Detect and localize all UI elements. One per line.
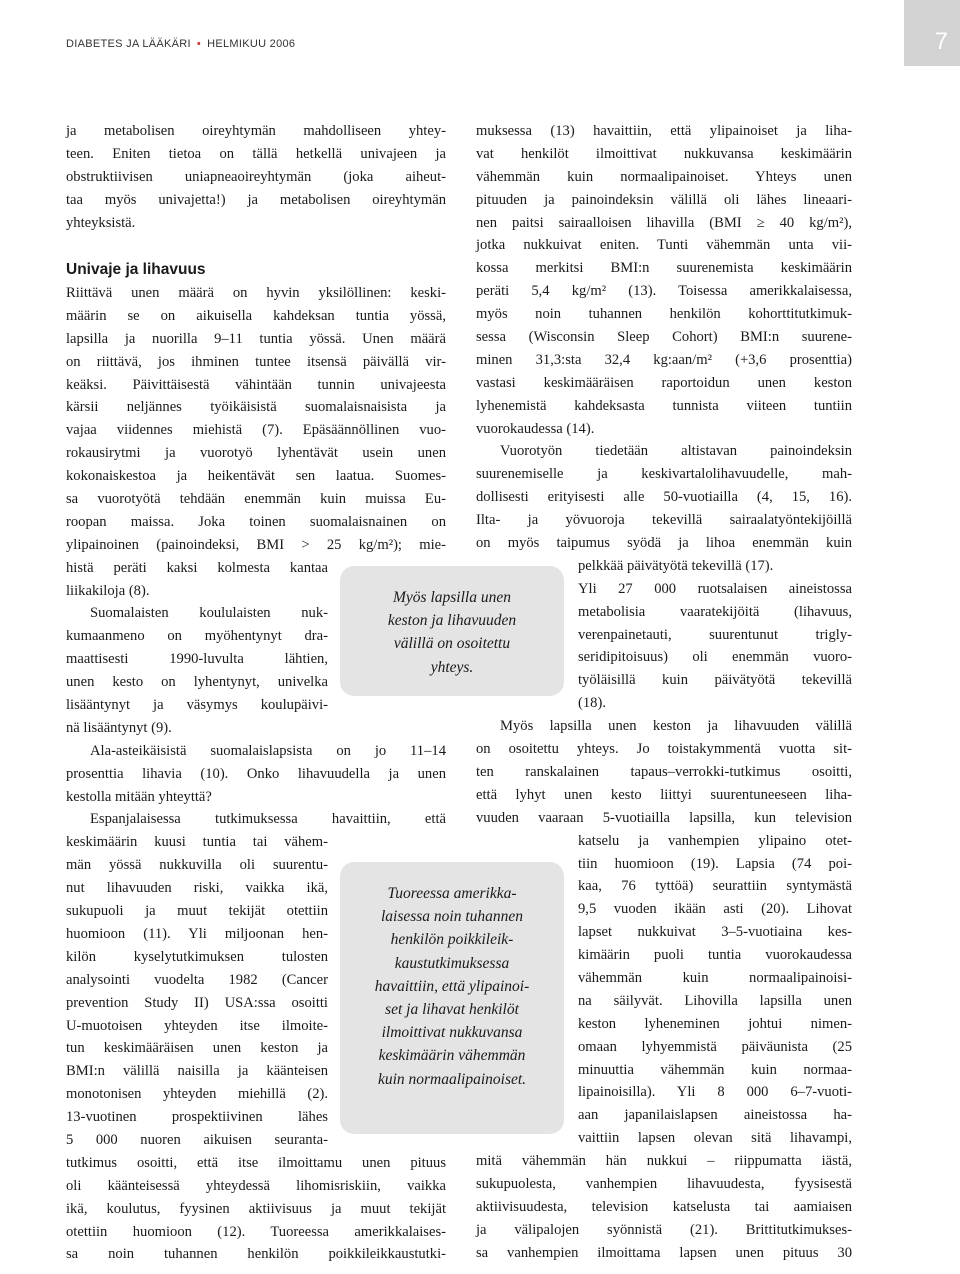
paragraph-line: lapset nukkuivat 3–5-vuotiaina kes- (578, 924, 852, 941)
paragraph-line: kumaanmeno on myöhentynyt dra- (66, 628, 328, 645)
pull-quote-line: kuin normaalipainoiset. (377, 1070, 527, 1088)
paragraph-line: Ilta- ja yövuoroja tekevillä sairaalatyöntekijöillä (476, 512, 852, 529)
paragraph-line: histä peräti kaksi kolmesta kantaa (66, 559, 328, 576)
pull-quote-line: laisessa noin tuhannen (380, 908, 524, 926)
paragraph-line: prosenttia lihavia (10). Onko lihavuudella ja unen (66, 765, 446, 782)
paragraph-line: lisääntynyt ja väsymys koulupäivi- (66, 697, 328, 714)
paragraph-line: aan japanilaislapsen aineistossa ha- (578, 1107, 852, 1124)
paragraph-line: Suomalaisten koululaisten nuk- (90, 605, 328, 622)
paragraph-line: män yössä nukkuvilla oli suurentu- (66, 857, 328, 874)
paragraph-line: Espanjalaisessa tutkimuksessa havaittiin, että (90, 811, 446, 828)
pull-quote-line: havaittiin, että ylipainoi- (374, 977, 530, 995)
paragraph-line: on myös taipumus syödä ja lihoa enemmän kuin (476, 535, 852, 552)
paragraph-line: 5 000 nuoren aikuisen seuranta- (66, 1131, 328, 1148)
paragraph-line: verenpainetauti, suurentunut trigly- (578, 626, 852, 643)
paragraph-line: Vuorotyön tiedetään altistavan painoindeksin (500, 443, 852, 460)
paragraph-line: (18). (578, 695, 606, 712)
paragraph-line: tutkimus osoitti, että itse ilmoittamu unen pituus (66, 1154, 446, 1171)
paragraph-line: otettiin huomioon (12). Tuoreessa amerikkalaises- (66, 1223, 446, 1240)
paragraph-line: vastasi keskimääräisen raportoidun unen keston (476, 374, 852, 391)
paragraph-line: ylipainoinen (painoindeksi, BMI > 25 kg/m²); mie- (66, 536, 446, 553)
paragraph-line: katselu ja vanhempien ylipaino otet- (578, 832, 852, 849)
pull-quote-line: kaustutkimuksessa (394, 954, 510, 972)
paragraph-line: teen. Eniten tietoa on tällä hetkellä univajeen ja (66, 145, 446, 162)
paragraph-line: kaa, 76 tyttöä) seurattiin syntymästä (578, 878, 852, 895)
paragraph-line: kossa merkitsi BMI:n suurenemista keskimäärin (476, 260, 852, 277)
paragraph-line: 13-vuotinen prospektiivinen lähes (66, 1109, 328, 1126)
pull-quote-children (340, 566, 564, 696)
paragraph-line: sukupuolesta, vanhempien lihavuudesta, fyysisestä (476, 1175, 852, 1192)
paragraph-line: ja välipalojen syönnistä (21). Brittitutkimukses- (476, 1221, 852, 1238)
left-column-intro (66, 120, 446, 234)
paragraph-line: vähemmän kuin normaalipainoisi- (578, 969, 852, 986)
pull-quote-line: keskimäärin vähemmän (378, 1047, 526, 1065)
paragraph-line: muksessa (13) havaittiin, että ylipainoiset ja liha- (476, 123, 852, 139)
paragraph-line: roopan maissa. Joka toinen suomalaisnainen on (66, 513, 446, 530)
pull-quote-american-study (340, 862, 564, 1134)
paragraph-line: minen 31,3:sta 32,4 kg:aan/m² (+3,6 prosenttia) (476, 351, 852, 368)
pull-quote-line: Tuoreessa amerikka- (387, 885, 517, 902)
paragraph-line: 9,5 vuoden ikään asti (20). Lihovat (578, 901, 852, 918)
paragraph-line: kestolla mitään yhteyttä? (66, 788, 212, 805)
paragraph-line: sessa (Wisconsin Sleep Cohort) BMI:n suurene- (476, 329, 852, 346)
paragraph-line: vat henkilöt ilmoittivat nukkuvansa keskimäärin (476, 145, 852, 162)
paragraph-line: aktiivisuudesta, television katselusta tai aamiaisen (476, 1198, 852, 1215)
paragraph-line: myös noin tuhannen henkilön kohorttitutkimuk- (476, 306, 852, 323)
paragraph-line: dollisesti erityisesti alle 50-vuotiailla (4, 15, 16). (476, 489, 852, 506)
paragraph-line: kilön kyselytutkimuksen tulosten (66, 948, 328, 965)
paragraph-line: keston lyheneminen johtui nimen- (578, 1015, 852, 1032)
pull-quote-line: Myös lapsilla unen (393, 589, 511, 606)
paragraph-line: ja metabolisen oireyhtymän mahdolliseen yhtey- (66, 123, 446, 139)
paragraph-line: prevention Study II) USA:ssa osoitti (66, 994, 328, 1011)
paragraph-line: lyhenemistä kahdeksasta tunnista viiteen tuntiin (476, 397, 852, 414)
paragraph-line: peräti 5,4 kg/m² (13). Toisessa amerikkalaisessa, (476, 283, 852, 300)
paragraph-line: suurenemiselle ja keskivartalolihavuudelle, mah- (476, 466, 852, 483)
paragraph-line: oli käänteisessä yhteydessä lihomisriskiin, vaikka (66, 1177, 446, 1194)
section-heading: Univaje ja lihavuus (66, 261, 206, 278)
paragraph-line: keskimäärin kuusi tuntia tai vähem- (66, 834, 328, 851)
paragraph-line: Ala-asteikäisistä suomalaislapsista on jo 11–14 (90, 742, 446, 759)
paragraph-line: kokonaiskestoa ja heikentävät sen laatua. Suomes- (66, 468, 446, 485)
paragraph-line: määrin se on aikuisella kahdeksan tuntia yössä, (66, 307, 446, 324)
paragraph-line: obstruktiivisen uniapneaoireyhtymän (joka aiheut- (66, 168, 446, 185)
paragraph-line: omaan lyhyemmistä päiväunista (25 (578, 1038, 852, 1055)
pull-quote-line: ilmoittivat nukkuvansa (381, 1024, 523, 1042)
paragraph-line: tiin huomioon (19). Lapsia (74 poi- (578, 855, 852, 872)
paragraph-line: U-muotoisen yhteyden itse ilmoite- (66, 1017, 328, 1034)
pull-quote-line: henkilön poikkileik- (390, 931, 514, 949)
paragraph-line: vaittiin lapsen olevan sitä lihavampi, (578, 1130, 852, 1147)
paragraph-line: Yli 27 000 ruotsalaisen aineistossa (578, 580, 852, 597)
issue-date: HELMIKUU 2006 (207, 38, 296, 50)
paragraph-line: tun keskimääräisen unen keston ja (66, 1040, 328, 1057)
paragraph-line: BMI:n välillä naisilla ja käänteisen (66, 1063, 328, 1080)
left-section (66, 258, 446, 281)
paragraph-line: vuuden vaaraan 5-vuotiailla lapsilla, kun television (476, 809, 852, 826)
pull-quote-line: yhteys. (430, 658, 474, 676)
paragraph-line: pituuden ja painoindeksin välillä oli lähes lineaari- (476, 191, 852, 208)
paragraph-line: on osoitettu yhteys. Jo toistakymmentä vuotta sit- (476, 741, 852, 758)
paragraph-line: vuorokaudessa (14). (476, 420, 595, 437)
paragraph-line: lipainoisilla). Yli 8 000 6–7-vuoti- (578, 1084, 852, 1101)
paragraph-line: ten ranskalainen tapaus–verrokki-tutkimus osoitti, (476, 763, 852, 780)
paragraph-line: metabolisia vaaratekijöitä (lihavuus, (578, 603, 852, 620)
paragraph-line: on riittävä, jos ihminen tuntee itsensä päivällä vir- (66, 353, 446, 370)
page-number-box (904, 0, 960, 66)
paragraph-line: vähemmän kuin normaalipainoiset. Yhteys unen (476, 168, 852, 185)
paragraph-line: jotka nukkuivat eniten. Tunti vähemmän unta vii- (476, 237, 852, 254)
paragraph-line: kimäärin puoli tuntia vuorokaudessa (578, 947, 852, 964)
paragraph-line: monotonisen yhteyden miehillä (2). (66, 1086, 328, 1103)
page-number: 7 (934, 28, 948, 55)
paragraph-line: analysointi vuodelta 1982 (Cancer (66, 971, 328, 988)
journal-name: DIABETES JA LÄÄKÄRI (66, 38, 191, 50)
paragraph-line: lapsilla ja nuorilla 9–11 tuntia yössä. Unen määrä (66, 330, 446, 347)
paragraph-line: minuuttia vähemmän kuin normaa- (578, 1061, 852, 1078)
paragraph-line: yhteyksistä. (66, 214, 136, 231)
paragraph-line: ikä, koulutus, fyysinen aktiivisuus ja muut tekijät (66, 1200, 446, 1217)
paragraph-line: mitä vähemmän hän nukkui – riippumatta iästä, (476, 1153, 852, 1170)
running-header (66, 38, 295, 50)
paragraph-line: sa vanhempien ilmoittama lapsen unen pituus 30 (476, 1244, 852, 1261)
paragraph-line: unen kesto on lyhentynyt, univelka (66, 674, 328, 691)
paragraph-line: vajaa viidennes miehistä (7). Epäsäännöllinen vuo- (66, 422, 446, 439)
paragraph-line: Riittävä unen määrä on hyvin yksilöllinen: keski- (66, 285, 446, 301)
paragraph-line: maattisesti 1990-luvulta lähtien, (66, 651, 328, 668)
paragraph-line: seridipitoisuus) oli enemmän vuoro- (578, 649, 852, 666)
paragraph-line: nä lisääntynyt (9). (66, 719, 172, 736)
separator-dot-icon: • (196, 38, 202, 50)
pull-quote-line: välillä on osoitettu (393, 635, 511, 653)
pull-quote-line: keston ja lihavuuden (387, 612, 517, 630)
paragraph-line: että lyhyt unen kesto liittyi suurentuneeseen liha- (476, 786, 852, 803)
paragraph-line: sa vuorotyötä tehdään enemmän kuin muissa Eu- (66, 491, 446, 508)
paragraph-line: taa myös univajetta!) ja metabolisen oireyhtymän (66, 191, 446, 208)
paragraph-line: Myös lapsilla unen keston ja lihavuuden välillä (500, 718, 852, 735)
paragraph-line: huomioon (11). Yli miljoonan hen- (66, 925, 328, 942)
paragraph-line: työläisillä kuin päivätyötä tekevillä (578, 672, 852, 689)
paragraph-line: sa noin tuhannen henkilön poikkileikkaustutki- (66, 1246, 446, 1263)
paragraph-line: nen paitsi sairaalloisen lihavilla (BMI ≥ 40 kg/m²), (476, 214, 852, 231)
paragraph-line: kärsii neljännes työikäisistä suomalaisnaisista ja (66, 399, 446, 416)
paragraph-line: liikakiloja (8). (66, 582, 150, 599)
paragraph-line: pelkkää päivätyötä tekevillä (17). (578, 557, 774, 574)
pull-quote-line: set ja lihavat henkilöt (385, 1001, 519, 1019)
paragraph-line: nut lihavuuden riski, vaikka ikä, (66, 880, 328, 897)
paragraph-line: rokausirytmi ja vuorotyö lyhentävät usein unen (66, 445, 446, 462)
paragraph-line: keäksi. Päivittäisestä vähintään tunnin univajeesta (66, 376, 446, 393)
paragraph-line: sukupuoli ja muut tekijät otettiin (66, 903, 328, 920)
paragraph-line: na säilyvät. Lihovilla lapsilla unen (578, 992, 852, 1009)
